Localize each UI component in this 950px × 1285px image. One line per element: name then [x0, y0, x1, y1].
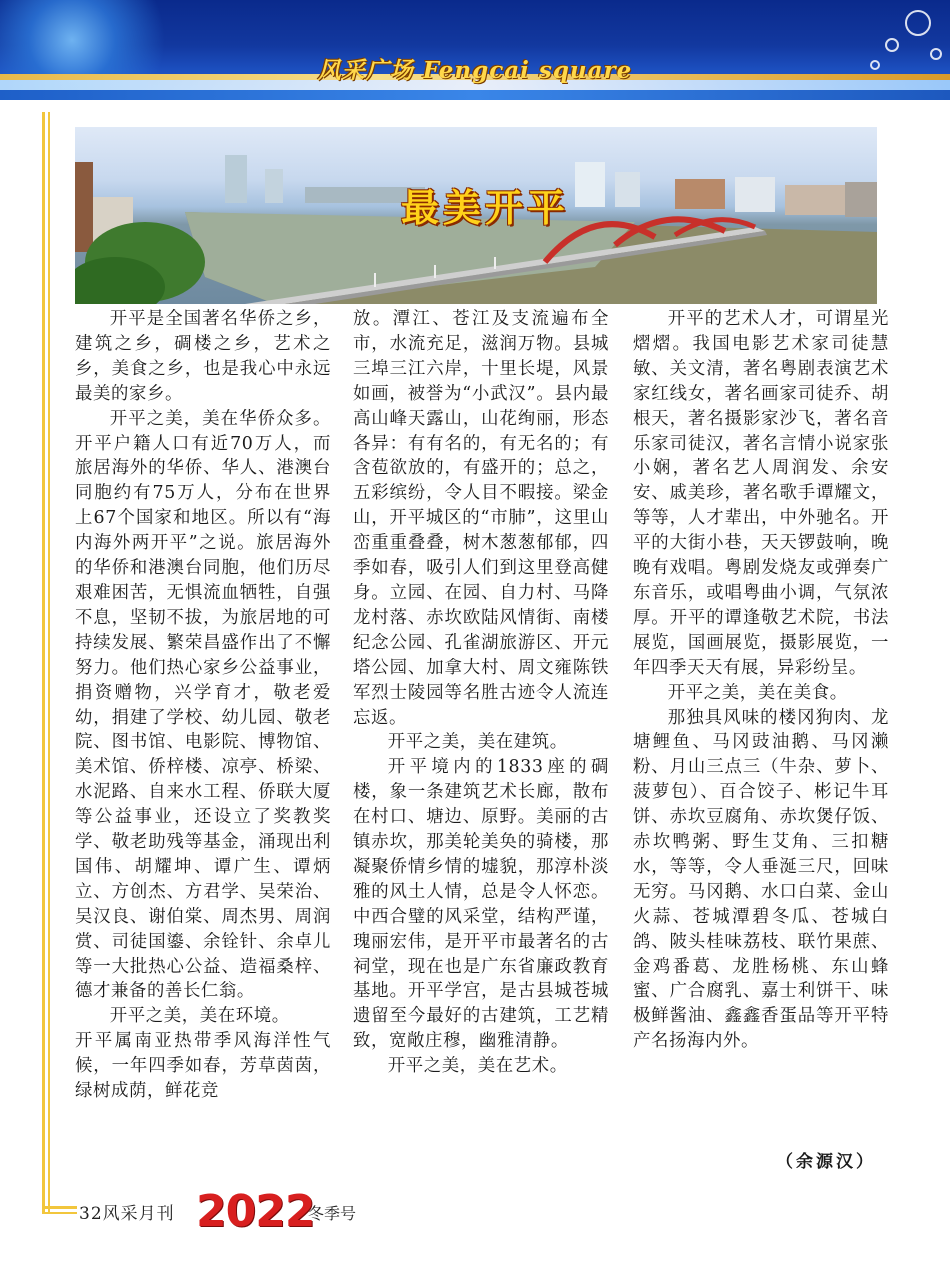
section-heading: 开平之美，美在美食。	[667, 682, 848, 703]
paragraph: 开平的艺术人才，可谓星光熠熠。我国电影艺术家司徒慧敏、关文清，著名粤剧表演艺术家红线女，著名画家司徒乔、胡根天，著名摄影家沙飞，著名音乐家司徒汉，著名言情小说家张小娴，著名艺人周润发、余安安、戚美珍，著名歌手谭耀文，等等，人才辈出，中外驰名。开平的大街小巷，天天锣鼓响，晚晚有戏唱。粤剧发烧友或弹奏广东音乐，或唱粤曲小调，气氛浓厚。开平的谭逢敬艺术院，书法展览，国画展览，摄影展览，一年四季天天有展，异彩纷呈。	[633, 309, 889, 678]
left-rule	[42, 112, 45, 1212]
issue-year: 2022	[196, 1186, 315, 1237]
paragraph: 那独具风味的楼冈狗肉、龙塘鲤鱼、马冈豉油鹅、马冈濑粉、月山三点三（牛杂、萝卜、菠萝包）、百合饺子、彬记牛耳饼、赤坎豆腐角、赤坎煲仔饭、赤坎鸭粥、野生艾角、三扣糖水，等等，令人垂涎三尺，回味无穷。马冈鹅、水口白菜、金山火蒜、苍城潭碧冬瓜、苍城白鸽、陂头桂味荔枝、联竹果蔗、金鸡番葛、龙胜杨桃、东山蜂蜜、广合腐乳、嘉士利饼干、味极鲜酱油、鑫鑫香蛋品等开平特产名扬海内外。	[633, 707, 889, 1052]
article-column-1	[75, 307, 331, 1104]
issue-season: 冬季号	[308, 1204, 357, 1223]
paragraph: 开平境内的1833座的碉楼，象一条建筑艺术长廊，散布在村口、塘边、原野。美丽的古镇赤坎，那美轮美奂的骑楼，那凝聚侨情乡情的墟貌，那淳朴淡雅的风土人情，总是令人怀恋。中西合璧的风采堂，结构严谨，瑰丽宏伟，是开平市最著名的古祠堂，现在也是广东省廉政教育基地。开平学宫，是古县城苍城遗留至今最好的古建筑，工艺精致，宽敞庄穆，幽雅清静。	[353, 757, 609, 1052]
section-title: 风采广场 Fengcai square	[317, 57, 633, 84]
section-heading: 开平之美，美在环境。	[109, 1006, 290, 1027]
banner-bubble	[885, 38, 899, 52]
hero-title: 最美开平	[400, 185, 569, 230]
header-banner	[0, 0, 950, 100]
footer-rule	[42, 1206, 77, 1209]
banner-deep-stripe	[0, 90, 950, 100]
hero-photo	[75, 127, 877, 304]
paragraph: 开平是全国著名华侨之乡，建筑之乡，碉楼之乡，艺术之乡，美食之乡，也是我心中永远最美的家乡。	[75, 309, 331, 404]
left-rule	[48, 112, 50, 1212]
author-byline: （余源汉）	[776, 1152, 876, 1172]
page-number-magazine: 32风采月刊	[79, 1204, 175, 1224]
paragraph: 开平属南亚热带季风海洋性气候，一年四季如春，芳草茵茵，绿树成荫，鲜花竞	[75, 1031, 331, 1102]
article-column-3	[633, 307, 889, 1054]
banner-bubble	[905, 10, 931, 36]
paragraph: 放。潭江、苍江及支流遍布全市，水流充足，滋润万物。县城三埠三江六岸，十里长堤，风景如画，被誉为“小武汉”。县内最高山峰天露山，山花绚丽，形态各异：有有名的，有无名的；有含苞欲放的，有盛开的；总之，五彩缤纷，令人目不暇接。梁金山，开平城区的“市肺”，这里山峦重重叠叠，树木葱葱郁郁，四季如春，吸引人们到这里登高健身。立园、在园、自力村、马降龙村落、赤坎欧陆风情街、南楼纪念公园、孔雀湖旅游区、开元塔公园、加拿大村、周文雍陈铁军烈士陵园等名胜古迹令人流连忘返。	[353, 309, 609, 728]
section-heading: 开平之美，美在建筑。	[387, 732, 568, 753]
section-heading: 开平之美，美在艺术。	[387, 1056, 568, 1077]
paragraph: 开平之美，美在华侨众多。开平户籍人口有近70万人，而旅居海外的华侨、华人、港澳台同胞约有75万人，分布在世界上67个国家和地区。所以有“海内海外两开平”之说。旅居海外的华侨和港澳台同胞，他们历尽艰难困苦，无惧流血牺牲，自强不息，坚韧不拔，为旅居地的可持续发展、繁荣昌盛作出了不懈努力。他们热心家乡公益事业，捐资赠物，兴学育才，敬老爱幼，捐建了学校、幼儿园、敬老院、图书馆、电影院、博物馆、美术馆、侨梓楼、凉亭、桥梁、水泥路、自来水工程、侨联大厦等公益事业，还设立了奖教奖学、敬老助残等基金，涌现出利国伟、胡耀坤、谭广生、谭炳立、方创杰、方君学、吴荣治、吴汉良、谢伯棠、周杰男、周润赏、司徒国鎏、余铨针、余卓儿等一大批热心公益、造福桑梓、德才兼备的善长仁翁。	[75, 408, 331, 1002]
footer-rule	[42, 1212, 77, 1214]
article-column-2	[353, 307, 609, 1079]
